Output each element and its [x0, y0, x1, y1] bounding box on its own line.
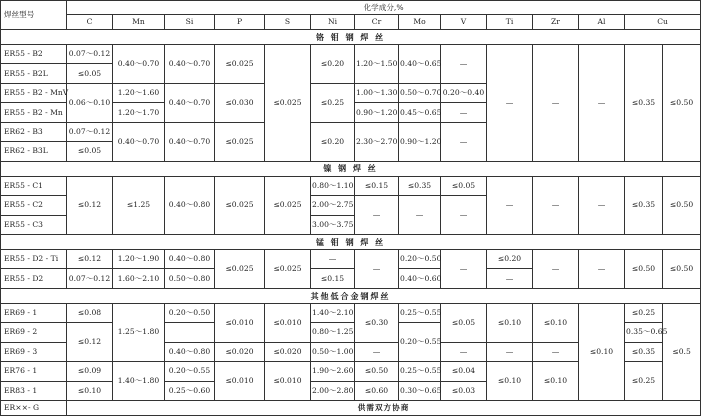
grade-cell: ER55 - B2 - Mn [1, 103, 67, 122]
value-cell: — [533, 176, 579, 234]
value-cell: 0.07～0.12 [67, 269, 113, 288]
value-cell: ≤0.08 [67, 303, 113, 322]
value-cell: ≤0.010 [265, 362, 311, 401]
value-cell: 0.90～1.20 [399, 122, 441, 161]
el-ti: Ti [487, 15, 533, 30]
value-cell: 1.25～1.80 [113, 303, 165, 361]
value-cell: ≤0.60 [355, 381, 399, 400]
value-cell: ≤0.12 [67, 323, 113, 362]
value-cell: ≤0.25 [311, 83, 355, 122]
value-cell: 0.90～1.20 [355, 103, 399, 122]
value-cell: 3.00～3.75 [311, 215, 355, 234]
value-cell: — [487, 269, 533, 288]
value-cell: 0.40～0.70 [113, 122, 165, 161]
value-cell: — [533, 342, 579, 361]
value-cell: ≤0.50 [625, 249, 663, 288]
value-cell: ≤0.025 [265, 249, 311, 288]
value-cell: 1.40～2.10 [311, 303, 355, 322]
value-cell: ≤0.025 [265, 176, 311, 234]
grade-cell: ER55 - C1 [1, 176, 67, 195]
value-cell: 1.00～1.30 [355, 83, 399, 102]
value-cell: 0.80～1.10 [311, 176, 355, 195]
grade-cell: ER55 - D2 [1, 269, 67, 288]
value-cell: ≤0.25 [625, 303, 663, 322]
value-cell: 0.40～0.70 [165, 45, 215, 84]
value-cell: 0.20～0.40 [441, 83, 487, 102]
value-cell: ≤0.05 [441, 303, 487, 342]
value-cell: — [355, 249, 399, 288]
value-cell: ≤0.09 [67, 362, 113, 381]
value-cell: — [441, 342, 487, 361]
value-cell: 1.90～2.60 [311, 362, 355, 381]
grade-cell: ER55 - D2 - Ti [1, 249, 67, 268]
el-cr: Cr [355, 15, 399, 30]
grade-cell: ER55 - B2L [1, 64, 67, 83]
value-cell: 0.50～1.00 [311, 342, 355, 361]
el-c: C [67, 15, 113, 30]
value-cell: 0.40～0.80 [165, 342, 215, 361]
grade-cell: ER62 - B3 [1, 122, 67, 141]
value-cell: ≤0.20 [487, 249, 533, 268]
value-cell: ≤0.04 [441, 362, 487, 381]
value-cell: 1.20～1.90 [113, 249, 165, 268]
value-cell: — [399, 196, 441, 235]
value-cell: 0.40～0.70 [165, 83, 215, 122]
value-cell: 0.07～0.12 [67, 45, 113, 64]
value-cell: 0.50～0.80 [165, 269, 215, 288]
el-s: S [265, 15, 311, 30]
el-mn: Mn [113, 15, 165, 30]
value-cell: 0.20～0.55 [399, 323, 441, 362]
value-cell: 0.25～0.60 [165, 381, 215, 400]
value-cell: ≤0.15 [311, 269, 355, 288]
el-cu: Cu [625, 15, 701, 30]
grade-col-header: 焊丝型号 [1, 1, 67, 30]
value-cell: 0.40～0.60 [399, 269, 441, 288]
grade-cell: ER55 - C2 [1, 196, 67, 215]
value-cell: ≤0.15 [355, 176, 399, 195]
value-cell: ≤0.05 [441, 176, 487, 195]
value-cell: ≤0.03 [441, 381, 487, 400]
value-cell: 0.35～0.65 [625, 323, 663, 342]
value-cell: — [355, 196, 399, 235]
value-cell: 2.00～2.75 [311, 196, 355, 215]
value-cell: 0.40～0.80 [165, 176, 215, 234]
value-cell: ≤0.35 [625, 45, 663, 162]
section-ni: 镍 钢 焊 丝 [1, 161, 701, 176]
value-cell: 0.30～0.65 [399, 381, 441, 400]
value-cell: ≤0.010 [215, 303, 265, 342]
value-cell: 1.20～1.60 [113, 83, 165, 102]
value-cell: ≤0.35 [399, 176, 441, 195]
value-cell: ≤0.10 [533, 362, 579, 401]
grade-cell: ER69 - 1 [1, 303, 67, 322]
value-cell: 0.06～0.10 [67, 83, 113, 122]
value-cell: ≤0.020 [265, 342, 311, 361]
el-ni: Ni [311, 15, 355, 30]
el-p: P [215, 15, 265, 30]
grade-cell: ER××- G [1, 401, 67, 416]
el-zr: Zr [533, 15, 579, 30]
value-cell: — [579, 249, 625, 288]
value-cell: 0.20～0.50 [399, 249, 441, 268]
value-cell: ≤0.010 [215, 362, 265, 401]
value-cell: — [441, 45, 487, 84]
value-cell: 2.00～2.80 [311, 381, 355, 400]
value-cell: ≤0.10 [579, 303, 625, 400]
value-cell: 0.25～0.55 [399, 303, 441, 322]
value-cell: ≤0.12 [67, 176, 113, 234]
section-cr-mo: 铬 钼 钢 焊 丝 [1, 30, 701, 45]
value-cell: ≤0.05 [67, 142, 113, 161]
value-cell: 1.20～1.50 [355, 45, 399, 84]
value-cell: 0.40～0.80 [165, 249, 215, 268]
value-cell: 0.40～0.65 [399, 45, 441, 84]
value-cell: — [441, 249, 487, 288]
value-cell: ≤0.025 [215, 45, 265, 84]
value-cell: ≤0.025 [265, 45, 311, 162]
value-cell: ≤0.50 [663, 249, 701, 288]
value-cell: 1.20～1.70 [113, 103, 165, 122]
value-cell: ≤0.030 [215, 83, 265, 122]
value-cell: — [487, 45, 533, 162]
grade-cell: ER55 - B2 [1, 45, 67, 64]
value-cell: ≤0.10 [67, 381, 113, 400]
grade-cell: ER76 - 1 [1, 362, 67, 381]
value-cell: — [533, 249, 579, 288]
grade-cell: ER55 - B2 - MnV [1, 83, 67, 102]
value-cell: 1.60～2.10 [113, 269, 165, 288]
value-cell: 0.45～0.65 [399, 103, 441, 122]
value-cell: — [533, 45, 579, 162]
section-mn-mo: 锰 钼 钢 焊 丝 [1, 234, 701, 249]
value-cell: ≤0.12 [67, 249, 113, 268]
el-v: V [441, 15, 487, 30]
value-cell: — [355, 342, 399, 361]
value-cell: — [579, 176, 625, 234]
el-si: Si [165, 15, 215, 30]
value-cell: 0.50～0.70 [399, 83, 441, 102]
section-other: 其他低合金钢焊丝 [1, 288, 701, 303]
value-cell: ≤0.025 [215, 249, 265, 288]
value-cell: ≤0.010 [265, 303, 311, 342]
grade-cell: ER62 - B3L [1, 142, 67, 161]
value-cell: ≤0.50 [355, 362, 399, 381]
value-cell: ≤0.025 [215, 122, 265, 161]
grade-cell: ER69 - 3 [1, 342, 67, 361]
value-cell: ≤1.25 [113, 176, 165, 234]
value-cell [165, 323, 215, 342]
value-cell: ≤0.025 [215, 176, 265, 234]
el-mo: Mo [399, 15, 441, 30]
value-cell: 0.80～1.25 [311, 323, 355, 342]
value-cell: ≤0.30 [355, 303, 399, 342]
value-cell: 0.40～0.70 [165, 122, 215, 161]
value-cell: ≤0.35 [625, 176, 663, 234]
value-cell: 2.30～2.70 [355, 122, 399, 161]
value-cell: ≤0.20 [311, 122, 355, 161]
value-cell: 1.40～1.80 [113, 362, 165, 401]
value-cell: — [487, 176, 533, 234]
negotiated-note: 供需双方协商 [67, 401, 701, 416]
value-cell: ≤0.10 [487, 362, 533, 401]
value-cell: 0.40～0.70 [113, 45, 165, 84]
grade-cell: ER83 - 1 [1, 381, 67, 400]
grade-cell: ER69 - 2 [1, 323, 67, 342]
value-cell: ≤0.5 [663, 303, 701, 400]
el-al: Al [579, 15, 625, 30]
value-cell: — [441, 122, 487, 161]
value-cell: 0.20～0.55 [165, 362, 215, 381]
value-cell: ≤0.020 [215, 342, 265, 361]
value-cell: ≤0.05 [67, 64, 113, 83]
value-cell: ≤0.50 [663, 45, 701, 162]
value-cell: 0.07～0.12 [67, 122, 113, 141]
value-cell: ≤0.35 [625, 342, 663, 361]
value-cell: — [487, 342, 533, 361]
grade-cell: ER55 - C3 [1, 215, 67, 234]
value-cell: 0.25～0.55 [399, 362, 441, 381]
composition-header: 化学成分,% [67, 1, 701, 15]
value-cell: — [441, 103, 487, 122]
value-cell: ≤0.10 [533, 303, 579, 342]
value-cell: ≤0.50 [663, 176, 701, 234]
value-cell: — [311, 249, 355, 268]
value-cell: ≤0.20 [311, 45, 355, 84]
value-cell: 0.20～0.50 [165, 303, 215, 322]
value-cell: — [441, 196, 487, 235]
value-cell: — [579, 45, 625, 162]
value-cell: ≤0.10 [487, 303, 533, 342]
value-cell: ≤0.25 [625, 362, 663, 401]
